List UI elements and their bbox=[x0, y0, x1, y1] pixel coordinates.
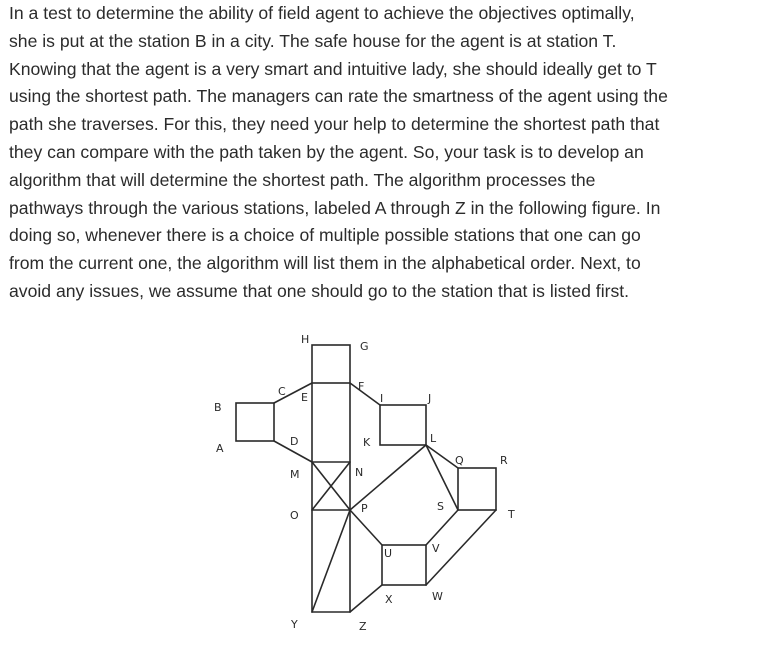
station-label-x: X bbox=[385, 593, 393, 606]
station-label-q: Q bbox=[455, 454, 464, 467]
problem-line: path she traverses. For this, they need your help to determine the shortest path that bbox=[9, 114, 660, 135]
problem-line: using the shortest path. The managers can rate the smartness of the agent using the bbox=[9, 86, 668, 107]
station-label-d: D bbox=[290, 435, 299, 448]
station-label-w: W bbox=[432, 590, 443, 603]
edge-f-i bbox=[350, 383, 380, 405]
station-label-z: Z bbox=[359, 620, 367, 633]
square-ijkl bbox=[380, 405, 426, 445]
square-ba bbox=[236, 403, 274, 441]
edge-z-x bbox=[350, 585, 382, 612]
square-qrst bbox=[458, 468, 496, 510]
problem-line: they can compare with the path taken by the agent. So, your task is to develop an bbox=[9, 141, 644, 162]
station-label-t: T bbox=[508, 508, 515, 521]
station-label-r: R bbox=[500, 454, 508, 467]
square-hg bbox=[312, 345, 350, 383]
problem-line: avoid any issues, we assume that one should go to the station that is listed first. bbox=[9, 280, 630, 301]
station-label-i: I bbox=[380, 392, 384, 405]
problem-line: doing so, whenever there is a choice of multiple possible stations that one can go bbox=[9, 225, 641, 246]
station-label-l: L bbox=[430, 432, 437, 445]
station-label-h: H bbox=[301, 333, 310, 346]
station-label-o: O bbox=[290, 509, 299, 522]
station-label-p: P bbox=[361, 502, 368, 515]
station-label-m: M bbox=[290, 468, 300, 481]
station-label-a: A bbox=[216, 442, 224, 455]
station-label-j: J bbox=[428, 392, 432, 405]
station-label-c: C bbox=[278, 385, 286, 398]
edge-p-u bbox=[350, 510, 382, 545]
station-label-e: E bbox=[301, 391, 308, 404]
problem-line: In a test to determine the ability of field agent to achieve the objectives optimally, bbox=[9, 3, 635, 23]
edge-v-s bbox=[426, 510, 458, 545]
edge-y-p bbox=[312, 510, 350, 612]
station-label-n: N bbox=[355, 466, 364, 479]
problem-line: Knowing that the agent is a very smart and intuitive lady, she should ideally get to T bbox=[9, 58, 657, 79]
station-label-v: V bbox=[432, 542, 440, 555]
problem-line: she is put at the station B in a city. The safe house for the agent is at station T. bbox=[9, 30, 617, 51]
station-label-k: K bbox=[363, 436, 371, 449]
problem-line: from the current one, the algorithm will list them in the alphabetical order. Next, to bbox=[9, 253, 641, 274]
station-label-s: S bbox=[437, 500, 444, 513]
problem-line: algorithm that will determine the shortest path. The algorithm processes the bbox=[9, 169, 596, 190]
station-label-b: B bbox=[214, 401, 222, 414]
station-label-u: U bbox=[384, 547, 393, 560]
station-label-g: G bbox=[360, 340, 369, 353]
problem-line: pathways through the various stations, labeled A through Z in the following figure. In bbox=[9, 197, 661, 218]
station-label-y: Y bbox=[291, 618, 298, 631]
station-label-f: F bbox=[358, 380, 365, 393]
